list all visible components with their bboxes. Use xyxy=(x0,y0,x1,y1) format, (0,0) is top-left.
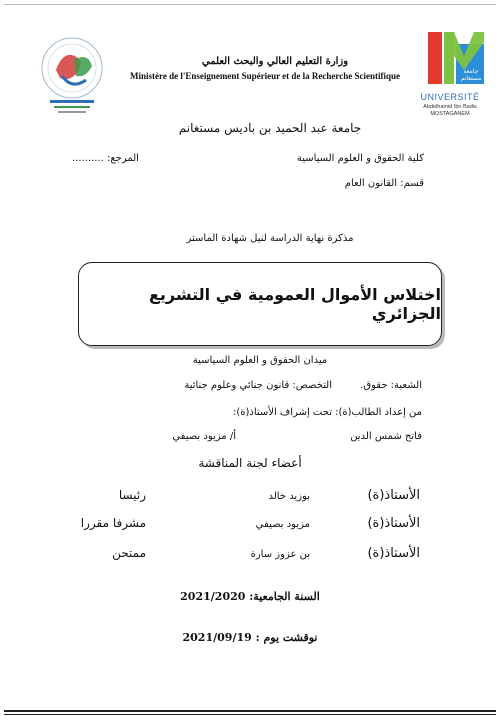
faculty-name: كلية الحقوق و العلوم السياسية xyxy=(296,153,424,164)
prepared-by-label: من إعداد الطالب(ة): xyxy=(335,407,422,418)
jury-member-2-title: الأستاذ(ة) xyxy=(367,516,420,531)
supervisor-name: أ/ مزيود بصيفي xyxy=(172,431,236,442)
ministry-logo-icon xyxy=(26,30,118,120)
university-logo-text: UNIVERSITÉ xyxy=(420,92,480,102)
page-frame-bottom xyxy=(4,710,496,712)
thesis-title-box xyxy=(78,262,442,346)
university-name: جامعة عبد الحميد بن باديس مستغانم xyxy=(178,121,362,135)
jury-member-3-name: بن عزوز سارة xyxy=(250,549,310,560)
jury-member-1-title: الأستاذ(ة) xyxy=(367,488,420,503)
thesis-title: اختلاس الأموال العمومية في التشريع الجزائري xyxy=(148,285,441,323)
supervised-by-label: تحت إشراف الأستاذ(ة): xyxy=(232,407,332,418)
department-name: قسم: القانون العام xyxy=(344,178,424,189)
specialty-label: التخصص: قانون جنائي وعلوم جنائية xyxy=(184,380,332,391)
ministry-name-french: Ministère de l'Enseignement Supérieur et de la Recherche Scientifique xyxy=(130,71,400,81)
page-frame-bottom-inner xyxy=(4,714,496,715)
jury-title: أعضاء لجنة المناقشة xyxy=(198,456,302,470)
university-logo-icon xyxy=(410,26,490,96)
jury-member-2-role: مشرفا مقررا xyxy=(80,516,146,530)
defense-date: نوقشت يوم : 2021/09/19 xyxy=(182,631,318,644)
reference-number: المرجع: .......... xyxy=(72,153,139,164)
jury-member-3-title: الأستاذ(ة) xyxy=(367,546,420,561)
jury-member-3-role: ممتحن xyxy=(112,546,146,560)
academic-year: السنة الجامعية: 2021/2020 xyxy=(180,590,320,603)
jury-member-1-name: بوزيد خالد xyxy=(268,491,310,502)
field-of-study: ميدان الحقوق و العلوم السياسية xyxy=(192,355,328,366)
university-logo-sub2: MOSTAGANEM xyxy=(430,111,470,117)
page-frame-top xyxy=(4,4,496,5)
jury-member-2-name: مزيود بصيفي xyxy=(255,519,310,530)
student-name: فاتح شمس الدين xyxy=(350,431,422,442)
branch-label: الشعبة: حقوق. xyxy=(360,380,422,391)
ministry-name-arabic: وزارة التعليم العالي والبحث العلمي xyxy=(201,56,349,67)
university-logo-mark: جامعة مستغانم xyxy=(460,68,482,82)
university-logo-sub1: Abdelhamid Ibn Badis xyxy=(423,104,477,110)
university-logo xyxy=(410,26,490,130)
jury-member-1-role: رئيسا xyxy=(118,488,146,502)
memo-subtitle: مذكرة نهاية الدراسة لنيل شهادة الماستر xyxy=(186,233,354,244)
